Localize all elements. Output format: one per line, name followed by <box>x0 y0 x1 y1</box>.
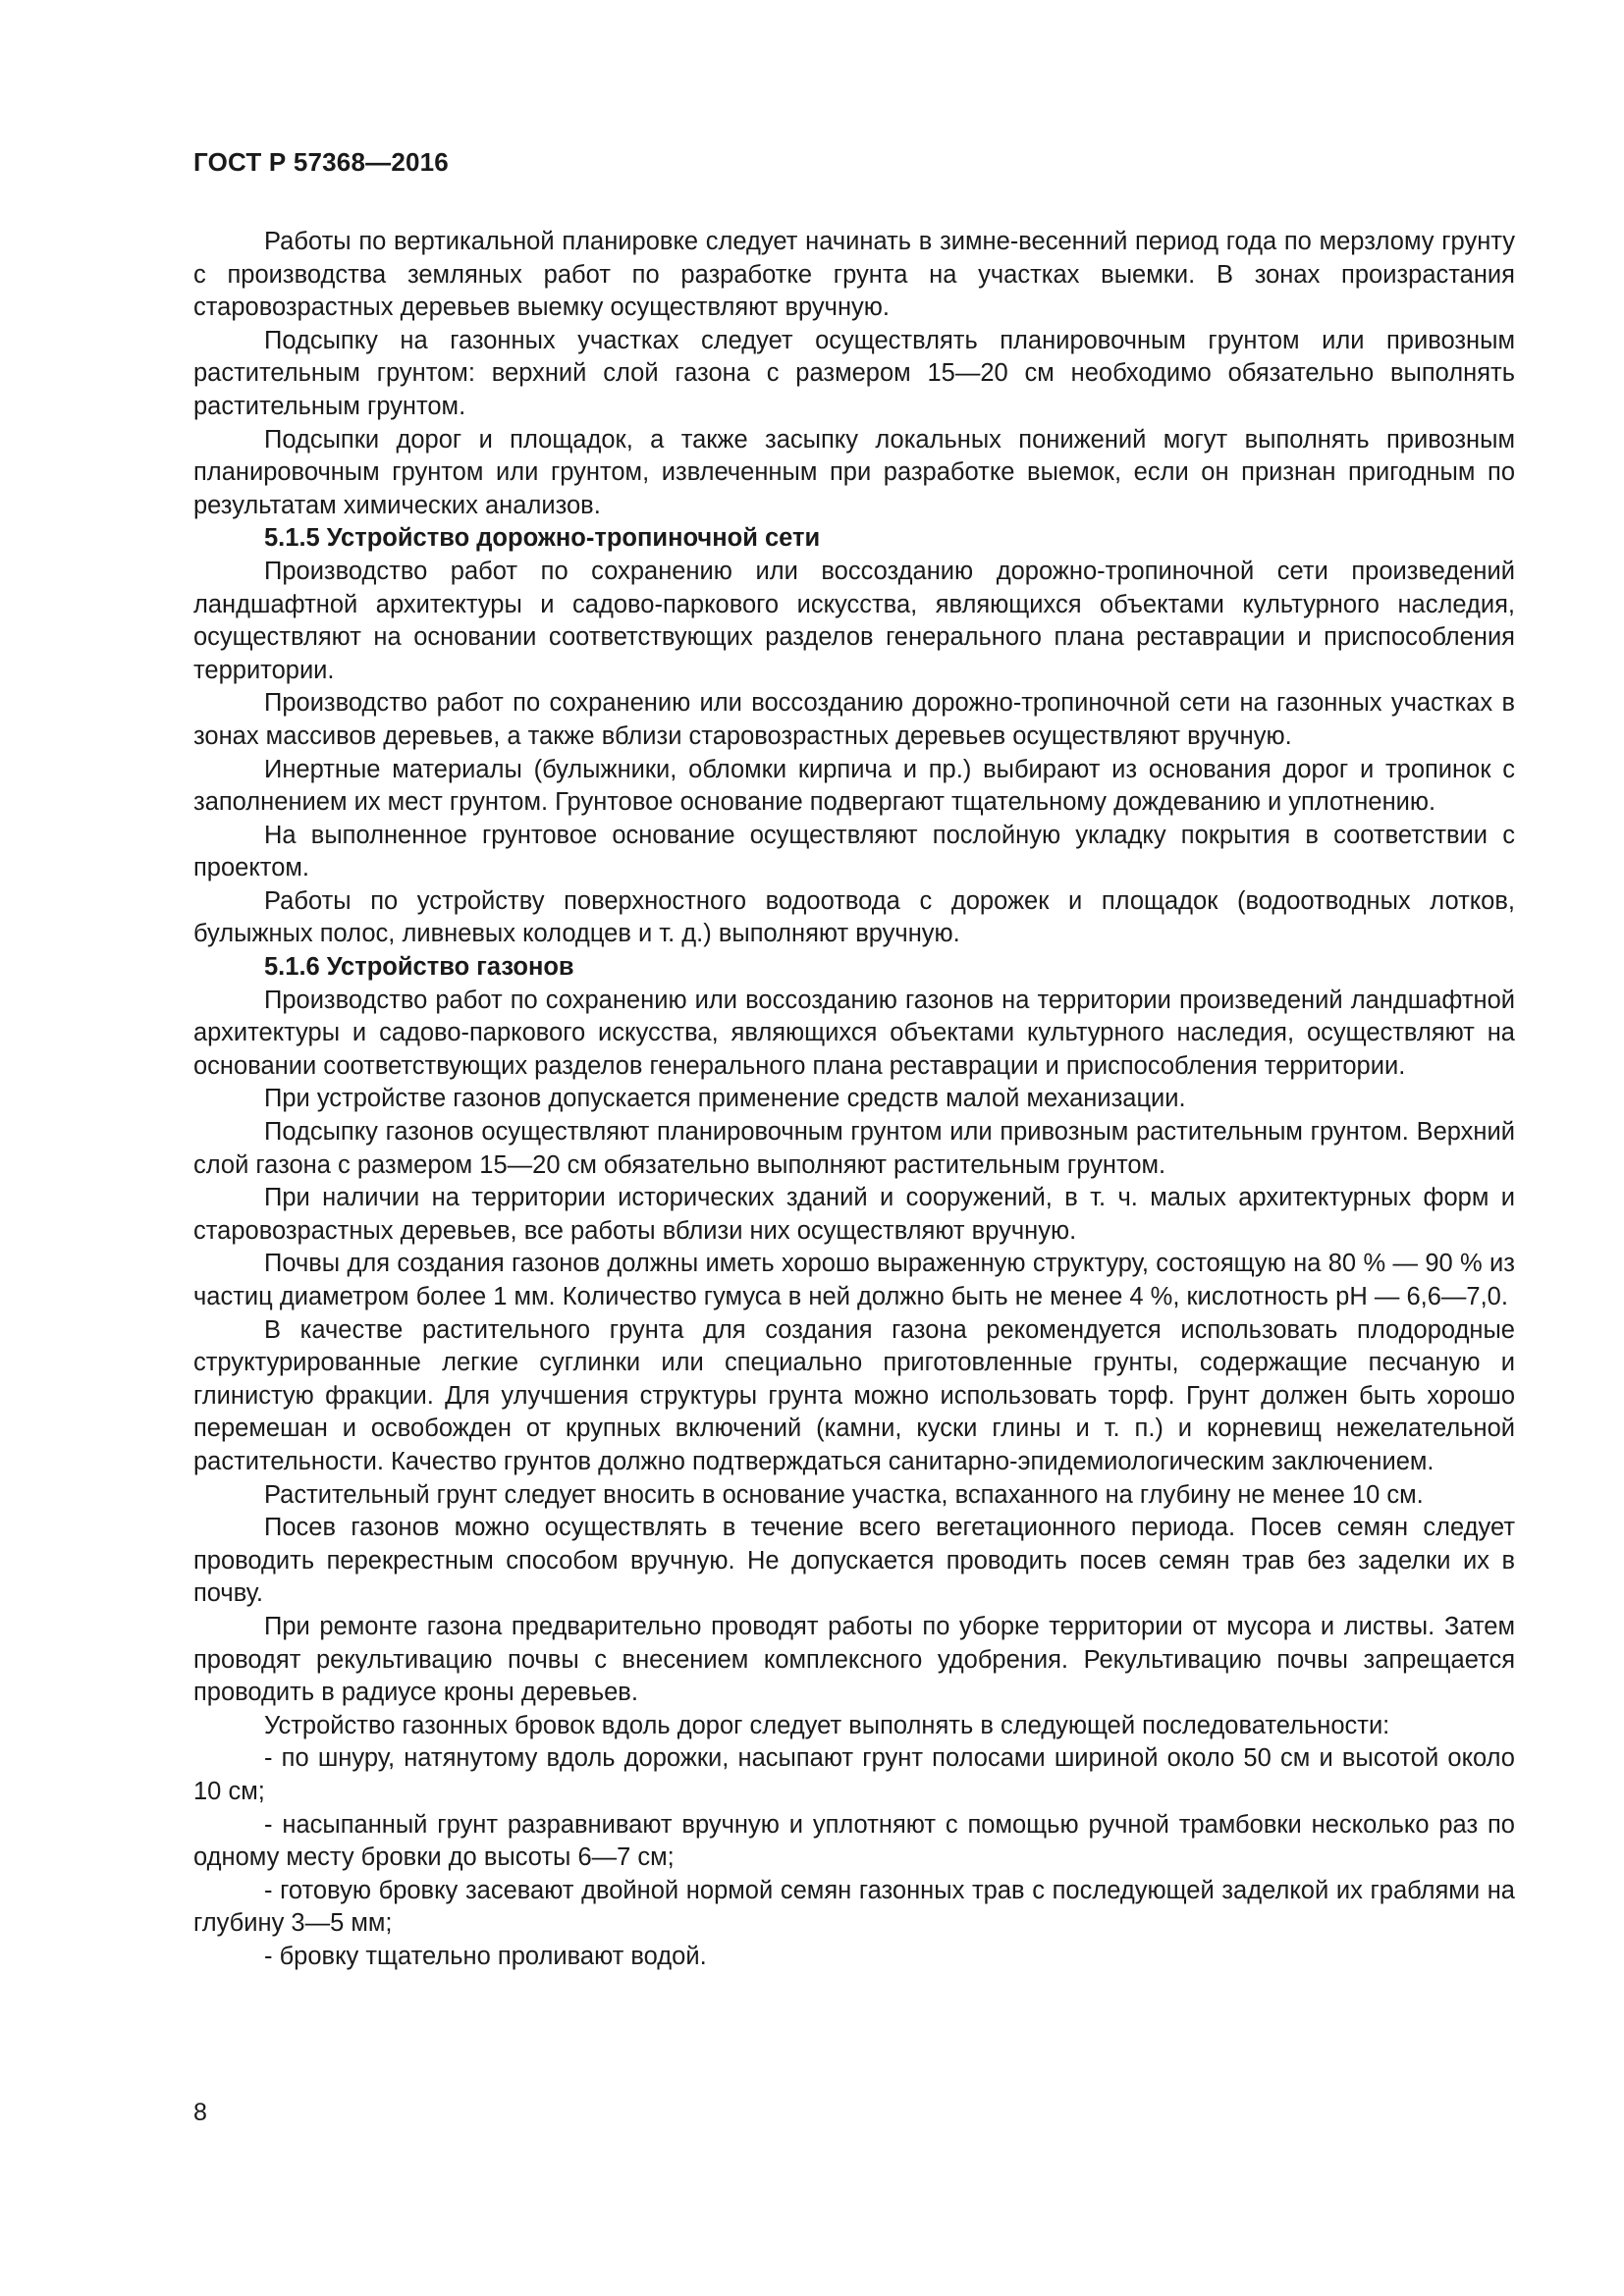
paragraph: При наличии на территории исторических зданий и сооружений, в т. ч. малых архитектурных форм и старовозрастных деревьев, все работы вблизи них осуществляют вручную. <box>193 1184 1515 1245</box>
document-body <box>193 226 1515 1973</box>
paragraph: В качестве растительного грунта для создания газона рекомендуется использовать плодородные структурированные легкие суглинки или специально приготовленные грунты, содержащие песчаную и глинистую фракции. Для улучшения структуры грунта можно использовать торф. Грунт должен быть хорошо перемешан и освобожден от крупных включений (камни, куски глины и т. п.) и корневищ нежелательной растительности. Качество грунтов должно подтверждаться санитарно-эпидемиологическим заключением. <box>193 1315 1515 1475</box>
section-heading-5-1-5: 5.1.5 Устройство дорожно-тропиночной сети <box>264 524 821 553</box>
paragraph: Почвы для создания газонов должны иметь хорошо выраженную структуру, состоящую на 80 % — 90 % из частиц диаметром более 1 мм. Количество гумуса в ней должно быть не менее 4 %, кислотность pH — 6,6—7,0. <box>193 1250 1515 1310</box>
paragraph: Производство работ по сохранению или воссозданию дорожно-тропиночной сети на газонных участках в зонах массивов деревьев, а также вблизи старовозрастных деревьев осуществляют вручную. <box>193 689 1515 750</box>
paragraph: При ремонте газона предварительно проводят работы по уборке территории от мусора и листвы. Затем проводят рекультивацию почвы с внесением комплексного удобрения. Рекультивацию почвы запрещается проводить в радиусе кроны деревьев. <box>193 1612 1515 1707</box>
page-number: 8 <box>193 2099 207 2126</box>
list-item: - по шнуру, натянутому вдоль дорожки, насыпают грунт полосами шириной около 50 см и высотой около 10 см; <box>193 1744 1515 1805</box>
list-item: - насыпанный грунт разравнивают вручную и уплотняют с помощью ручной трамбовки несколько раз по одному месту бровки до высоты 6—7 см; <box>193 1810 1515 1872</box>
section-heading-5-1-6: 5.1.6 Устройство газонов <box>264 953 574 982</box>
paragraph: При устройстве газонов допускается применение средств малой механизации. <box>264 1085 1186 1113</box>
paragraph: Производство работ по сохранению или воссозданию газонов на территории произведений ландшафтной архитектуры и садово-паркового искусства, являющихся объектами культурного наследия, осуществляют на основании соответствующих разделов генерального плана реставрации и приспособления территории. <box>193 986 1515 1080</box>
paragraph: Производство работ по сохранению или воссозданию дорожно-тропиночной сети произведений ландшафтной архитектуры и садово-паркового искусства, являющихся объектами культурного наследия, осуществляют на основании соответствующих разделов генерального плана реставрации и приспособления территории. <box>193 557 1515 684</box>
paragraph: Подсыпки дорог и площадок, а также засыпку локальных понижений могут выполнять привозным планировочным грунтом или грунтом, извлеченным при разработке выемок, если он признан пригодным по результатам химических анализов. <box>193 425 1515 519</box>
paragraph: Инертные материалы (булыжники, обломки кирпича и пр.) выбирают из основания дорог и тропинок с заполнением их мест грунтом. Грунтовое основание подвергают тщательному дождеванию и уплотнению. <box>193 755 1515 817</box>
list-item: - готовую бровку засевают двойной нормой семян газонных трав с последующей заделкой их граблями на глубину 3—5 мм; <box>193 1876 1515 1938</box>
paragraph: Растительный грунт следует вносить в основание участка, вспаханного на глубину не менее 10 см. <box>264 1480 1424 1509</box>
paragraph: Работы по вертикальной планировке следует начинать в зимне-весенний период года по мерзлому грунту с производства земляных работ по разработке грунта на участках выемки. В зонах произрастания старовозрастных деревьев выемку осуществляют вручную. <box>193 228 1515 322</box>
list-item: - бровку тщательно проливают водой. <box>264 1942 707 1970</box>
paragraph: Работы по устройству поверхностного водоотвода с дорожек и площадок (водоотводных лотков, булыжных полос, ливневых колодцев и т. д.) выполняют вручную. <box>193 886 1515 948</box>
paragraph: Устройство газонных бровок вдоль дорог следует выполнять в следующей последовательности: <box>264 1711 1390 1739</box>
paragraph: Подсыпку газонов осуществляют планировочным грунтом или привозным растительным грунтом. Верхний слой газона с размером 15—20 см обязательно выполняют растительным грунтом. <box>193 1118 1515 1179</box>
paragraph: Подсыпку на газонных участках следует осуществлять планировочным грунтом или привозным растительным грунтом: верхний слой газона с размером 15—20 см необходимо обязательно выполнять растительным грунтом. <box>193 326 1515 420</box>
paragraph: На выполненное грунтовое основание осуществляют послойную укладку покрытия в соответствии с проектом. <box>193 821 1515 882</box>
document-header-code: ГОСТ Р 57368—2016 <box>193 147 449 177</box>
paragraph: Посев газонов можно осуществлять в течение всего вегетационного периода. Посев семян следует проводить перекрестным способом вручную. Не допускается проводить посев семян трав без заделки их в почву. <box>193 1514 1515 1608</box>
